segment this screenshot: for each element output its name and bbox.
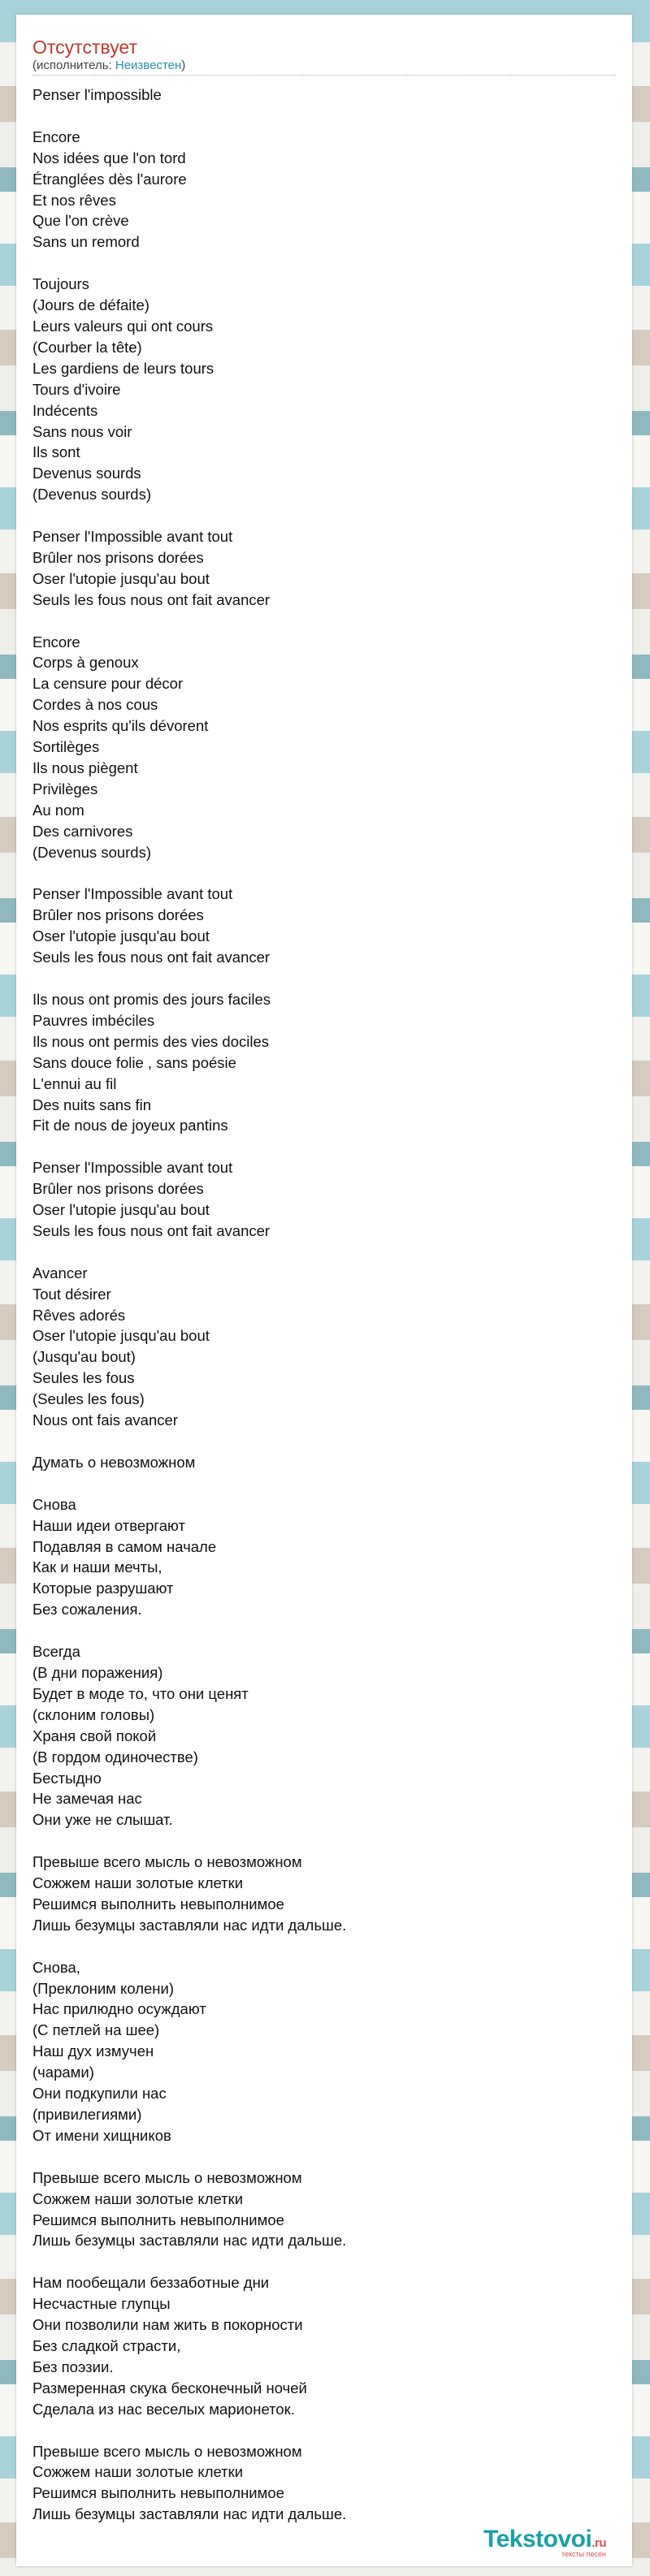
- site-logo[interactable]: [483, 2526, 606, 2558]
- artist-line: [32, 58, 185, 73]
- logo-brand: Tekstovoi: [483, 2526, 592, 2552]
- artist-prefix: (исполнитель:: [32, 58, 115, 72]
- artist-suffix: ): [181, 58, 186, 72]
- logo-tagline: тексты песен: [561, 2550, 606, 2558]
- logo-suffix: .ru: [592, 2536, 606, 2550]
- logo-wordmark: [483, 2526, 606, 2553]
- artist-link[interactable]: Неизвестен: [115, 58, 182, 72]
- song-title: Отсутствует: [32, 37, 137, 58]
- lyrics-text: Penser l'impossible Encore Nos idées que l'on tord Étranglées dès l'aurore Et nos rêves Que l'on crève Sans un remord Toujours (Jours de défaite) Leurs valeurs qui ont cours (Courber la tête) Les gardiens de leurs tours Tours d'ivoire Indécents Sans nous voir Ils sont Devenus sourds (Devenus sourds) Penser l'Impossible avant tout Brûler nos prisons dorées Oser l'utopie jusqu'au bout Seuls les fous nous ont fait avancer Encore Corps à genoux La censure pour décor Cordes à nos cous Nos esprits qu'ils dévorent Sortilèges Ils nous piègent Privilèges Au nom Des carnivores (Devenus sourds) Penser l'Impossible avant tout Brûler nos prisons dorées Oser l'utopie jusqu'au bout Seuls les fous nous ont fait avancer Ils nous ont promis des jours faciles Pauvres imbéciles Ils nous ont permis des vies dociles Sans douce folie , sans poésie L'ennui au fil Des nuits sans fin Fit de nous de joyeux pantins Penser l'Impossible avant tout Brûler nos prisons dorées Oser l'utopie jusqu'au bout Seuls les fous nous ont fait avancer Avancer Tout désirer Rêves adorés Oser l'utopie jusqu'au bout (Jusqu'au bout) Seules les fous (Seules les fous) Nous ont fais avancer Думать о невозможном Снова Наши идеи отвергают Подавляя в самом начале Как и наши мечты, Которые разрушают Без сожаления. Всегда (В дни поражения) Будет в моде то, что они ценят (склоним головы) Храня свой покой (В гордом одиночестве) Бестыдно Не замечая нас Они уже не слышат. Превыше всего мысль о невозможном Сожжем наши золотые клетки Решимся выполнить невыполнимое Лишь безумцы заставляли нас идти дальше. Снова, (Преклоним колени) Нас прилюдно осуждают (С петлей на шее) Наш дух измучен (чарами) Они подкупили нас (привилегиями) От имени хищников Превыше всего мысль о невозможном Сожжем наши золотые клетки Решимся выполнить невыполнимое Лишь безумцы заставляли нас идти дальше. Нам пообещали беззаботные дни Несчастные глупцы Они позволили нам жить в покорности Без сладкой страсти, Без поэзии. Размеренная скука бесконечный ночей Сделала из нас веселых марионеток. Превыше всего мысль о невозможном Сожжем наши золотые клетки Решимся выполнить невыполнимое Лишь безумцы заставляли нас идти дальше.: [32, 86, 347, 2523]
- title-divider: [32, 75, 616, 76]
- lyrics-card: [16, 15, 632, 2566]
